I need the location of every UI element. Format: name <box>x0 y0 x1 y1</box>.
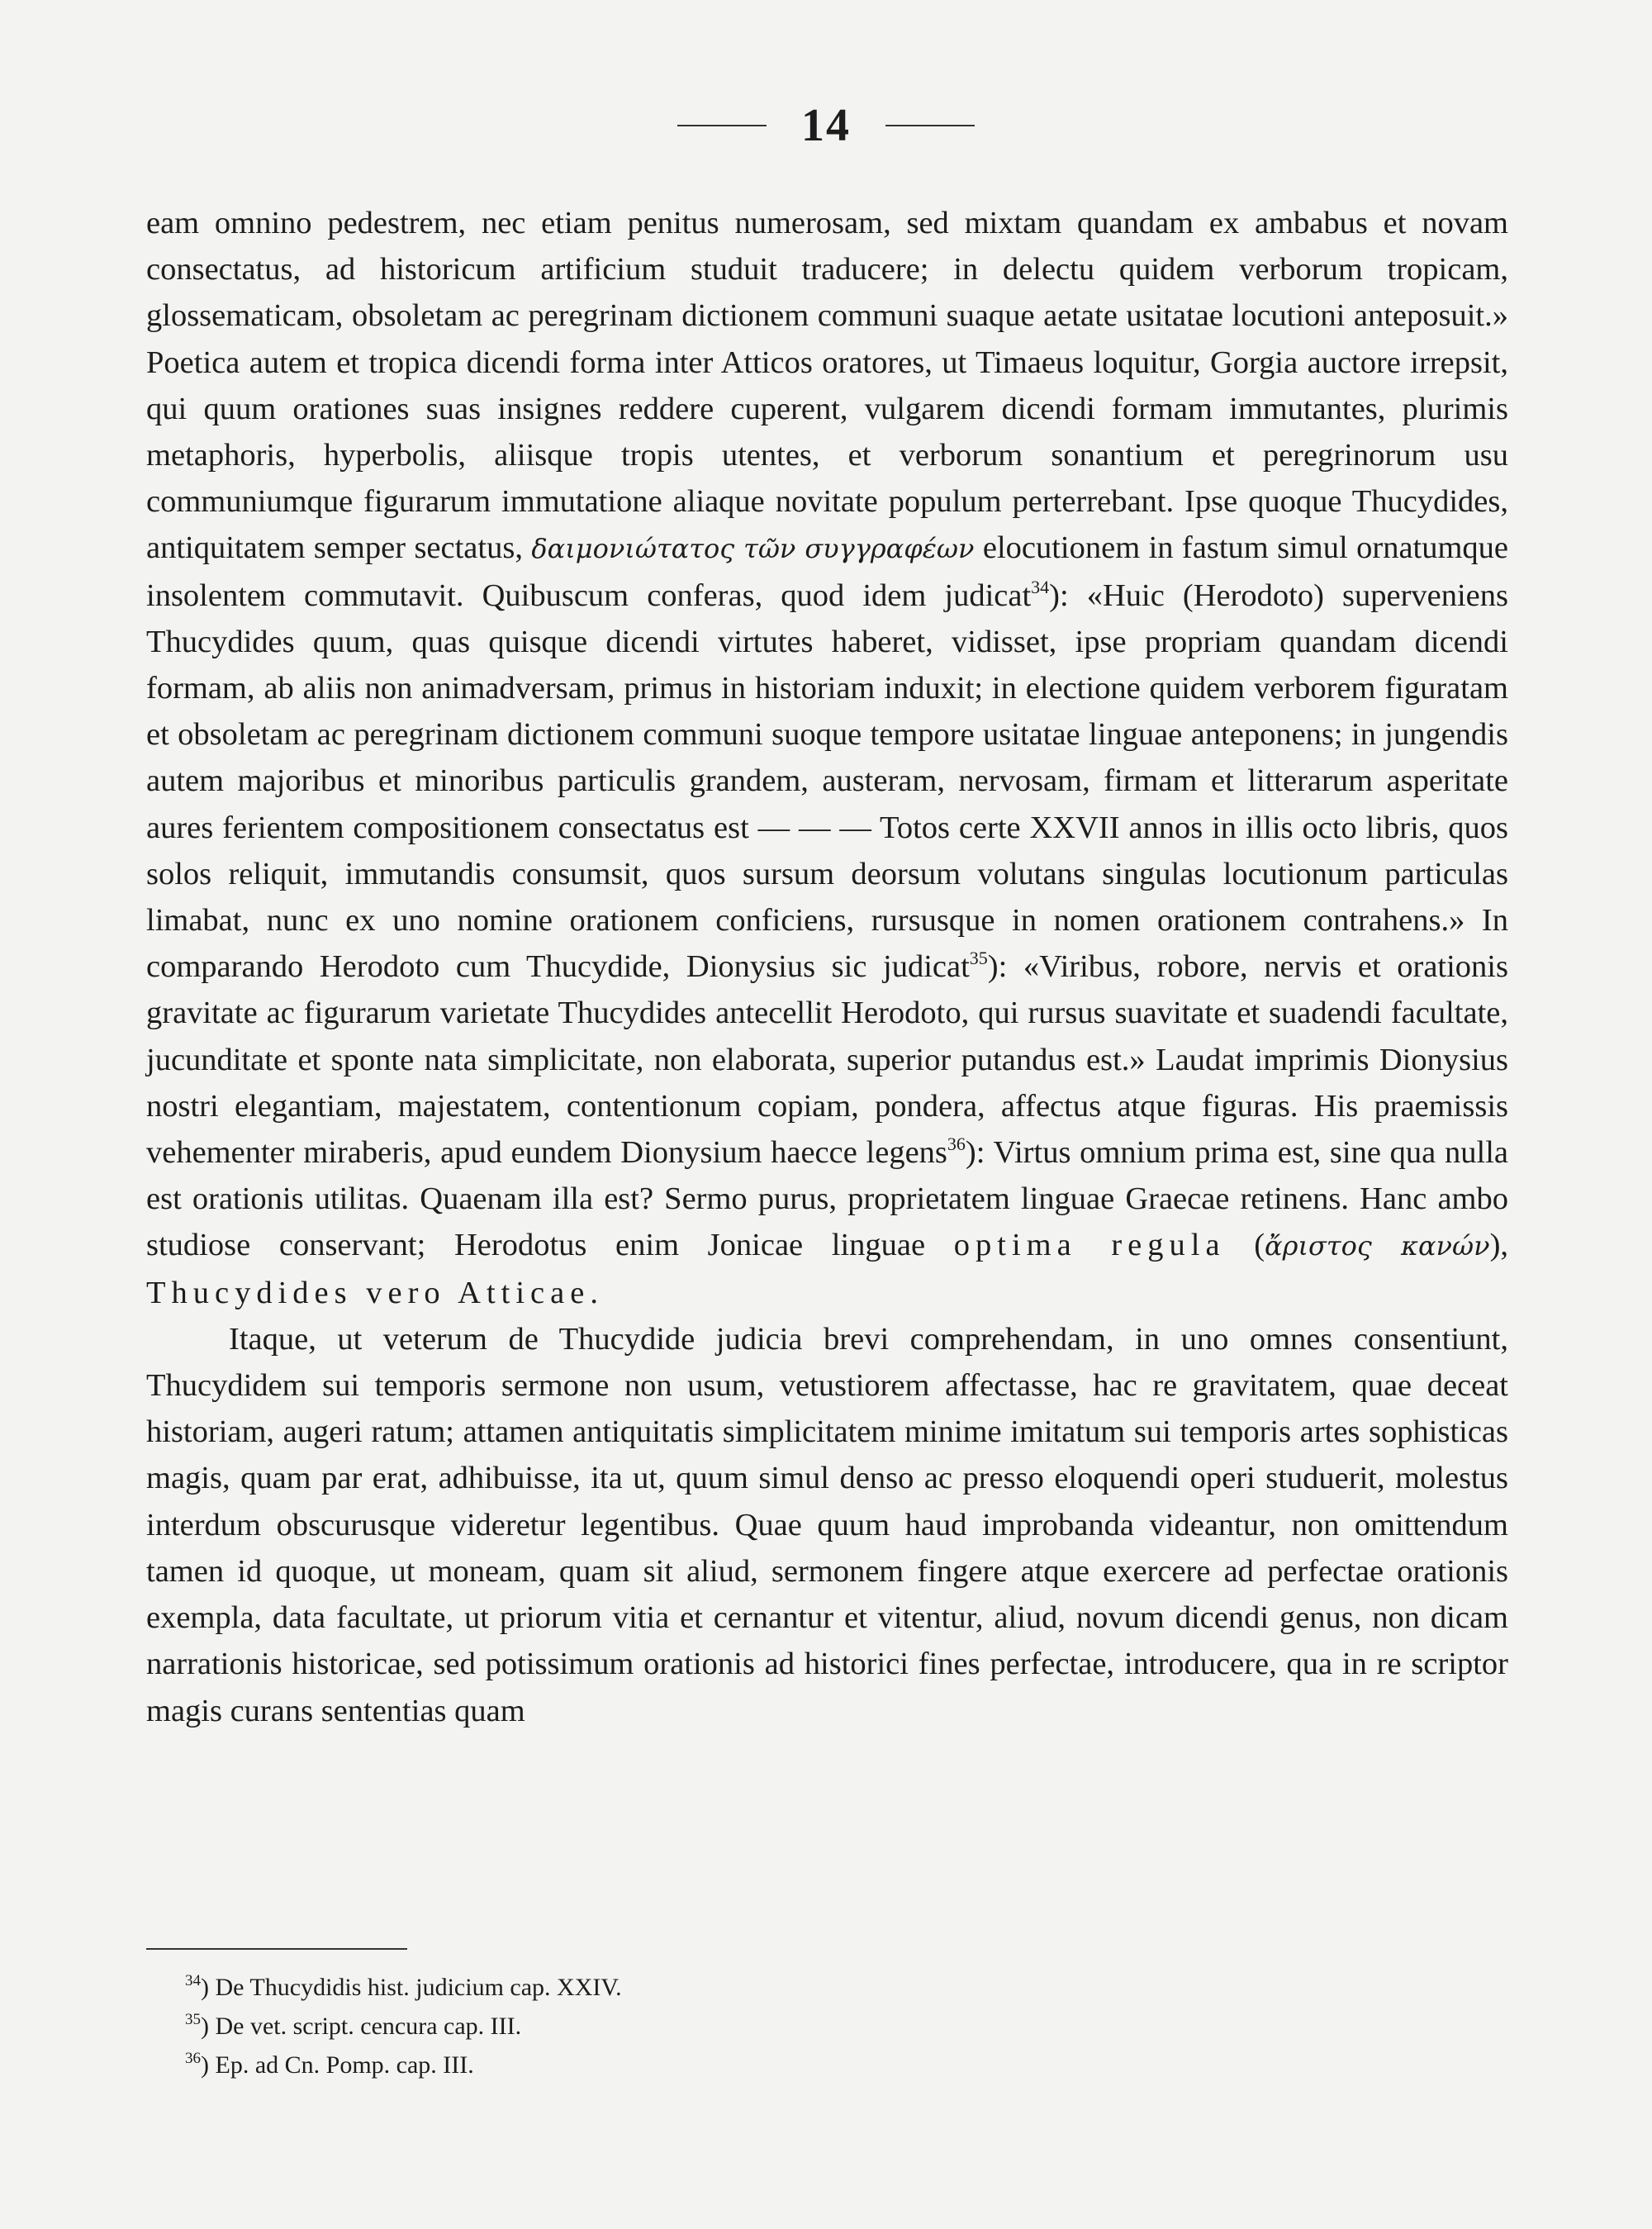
footnote-text: ) De Thucydidis hist. judicium cap. XXIV. <box>201 1974 622 2001</box>
text-run: Itaque, ut veterum de Thucydide judicia brevi comprehendam, in uno omnes consentiunt, Thucydidem sui temporis sermone non usum, vetustiorem affectasse, hac re gravitatem, quae deceat historiam, augeri ratum; attamen antiquitatis simplicitatem minime imitatum sui temporis artes sophisticas magis, quam par erat, adhibuisse, ita ut, quum simul denso ac presso eloquendi operi studuerit, molestus interdum obscurusque videretur legentibus. Quae quum haud improbanda videantur, non omittendum tamen id quoque, ut moneam, quam sit aliud, sermonem fingere atque exercere ad perfectae orationis exempla, data facultate, ut priorum vitia et cernantur et vitentur, aliud, novum dicendi genus, non dicam narrationis historicae, sed potissimum orationis ad historici fines perfectae, introducere, qua in re scriptor magis curans sententias quam <box>146 1321 1508 1728</box>
text-run: ): Virtus omnium prima est, sine qua nulla est orationis utilitas. Quaenam illa est? Sermo purus, proprietatem linguae Graecae retinens. Hanc ambo studiose conservant; Herodotus enim Jonicae linguae <box>146 1135 1508 1263</box>
header-rule-left <box>677 125 767 126</box>
footnote-ref: 35 <box>969 948 988 969</box>
greek-phrase: δαιμονιώτατος τῶν συγγραφέων <box>531 533 975 565</box>
footnote-text: ) Ep. ad Cn. Pomp. cap. III. <box>201 2051 474 2079</box>
footnote-rule <box>146 1948 407 1950</box>
page-number: 14 <box>801 100 851 151</box>
footnote-ref: 36 <box>947 1134 966 1155</box>
footnote <box>185 2046 622 2084</box>
text-run: ): «Viribus, robore, nervis et orationis gravitate ac figurarum varietate Thucydides antecellit Herodoto, qui rursus suavitate et suadendi facultate, jucunditate et sponte nata simplicitate, non elaborata, superior putandus est.» Laudat imprimis Dionysius nostri elegantiam, majestatem, contentionum copiam, pondera, affectus atque figuras. His praemissis vehementer miraberis, apud eundem Dionysium haecce legens <box>146 949 1508 1171</box>
spaced-emphasis: Thucydides vero Atticae. <box>146 1275 604 1310</box>
text-run: ): «Huic (Herodoto) superveniens Thucydides quum, quas quisque dicendi virtutes haberet, vidisset, ipse propriam quandam dicendi formam, ab aliis non animadversam, primus in historiam induxit; in electione quidem verborem figuratam et obsoletam ac peregrinam dictionem communi suoque tempore usitatae linguae anteponens; in jungendis autem majoribus et minoribus particulis grandem, austeram, nervosam, firmam et litterarum asperitate aures ferientem compositionem consectatus est — — — Totos certe XXVII annos in illis octo libris, quos solos reliquit, immutandis consumsit, quos sursum deorsum volutans singulas locutionum particulas limabat, nunc ex uno nomine orationem conficiens, rursusque in nomen orationem contrahens.» In comparando Herodoto cum Thucydide, Dionysius sic judicat <box>146 577 1509 985</box>
footnote-number: 34 <box>185 1972 201 1989</box>
text-run: ), <box>1489 1228 1509 1263</box>
footnote-text: ) De vet. script. cencura cap. III. <box>201 2013 522 2040</box>
footnote-number: 35 <box>185 2011 201 2028</box>
text-run: eam omnino pedestrem, nec etiam penitus numerosam, sed mixtam quandam ex ambabus et novam consectatus, ad historicum artificium studuit traducere; in delectu quidem verborum tropicam, glossematicam, obsoletam ac peregrinam dictionem communi suaque aetate usitatae locutioni anteposuit.» Poetica autem et tropica dicendi forma inter Atticos oratores, ut Timaeus loquitur, Gorgia auctore irrepsit, qui quum orationes suas insignes reddere cuperent, vulgarem dicendi formam immutantes, plurimis metaphoris, hyperbolis, aliisque tropis utentes, et verborum sonantium et peregrinorum usu communiumque figurarum immutatione aliaque novitate populum perterrebant. Ipse quoque Thucydides, antiquitatem semper sectatus, <box>146 206 1508 566</box>
footnote <box>185 2007 622 2046</box>
footnote <box>185 1968 622 2007</box>
footnote-number: 36 <box>185 2050 201 2067</box>
paragraph <box>146 200 1508 1316</box>
body-text <box>146 200 1508 1734</box>
footnote-ref: 34 <box>1031 576 1050 597</box>
greek-phrase: ἄριστος κανών <box>1265 1230 1490 1262</box>
text-run: elocutionem in fastum simul ornatumque insolentem commutavit. Quibuscum conferas, quod idem judicat <box>146 530 1509 613</box>
paragraph <box>146 1316 1508 1734</box>
header-rule-right <box>885 125 975 126</box>
page-header <box>0 99 1652 152</box>
footnotes <box>185 1968 622 2084</box>
spaced-emphasis: optima regula <box>953 1228 1226 1263</box>
text-run: ( <box>1225 1228 1265 1263</box>
